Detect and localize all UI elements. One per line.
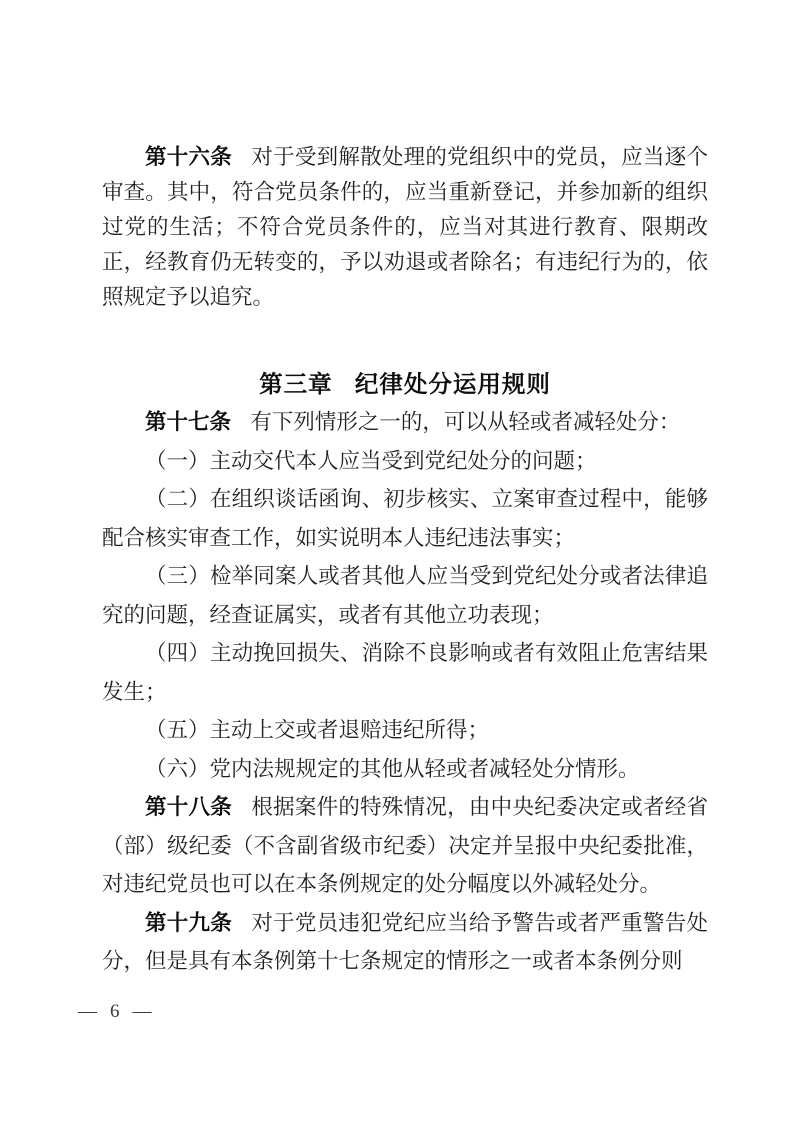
article-17-item-2: （二）在组织谈话函询、初步核实、立案审查过程中，能够配合核实审查工作，如实说明本人违纪违法事实； <box>102 487 708 550</box>
article-19-paragraph <box>102 904 708 981</box>
article-16-number: 第十六条 <box>145 145 233 169</box>
article-17-item-3: （三）检举同案人或者其他人应当受到党纪处分或者法律追究的问题，经查证属实，或者有其他立功表现； <box>102 564 708 627</box>
article-17-item-1: （一）主动交代本人应当受到党纪处分的问题； <box>145 448 597 473</box>
article-18-text: 根据案件的特殊情况，由中央纪委决定或者经省（部）级纪委（不含副省级市纪委）决定并呈报中央纪委批准，对违纪党员也可以在本条例规定的处分幅度以外减轻处分。 <box>102 795 708 896</box>
article-17-text: 有下列情形之一的，可以从轻或者减轻处分： <box>250 410 681 434</box>
footer-dash-right: — <box>132 1001 152 1022</box>
chapter-body <box>102 403 708 981</box>
article-17-item-6: （六）党内法规规定的其他从轻或者减轻处分情形。 <box>145 756 640 781</box>
page-footer <box>78 1001 152 1023</box>
footer-dash-left: — <box>78 1001 97 1022</box>
page-content <box>102 140 708 981</box>
article-16-paragraph <box>102 140 708 315</box>
chapter-title: 纪律处分运用规则 <box>354 371 551 397</box>
page-number: 6 <box>110 1001 120 1022</box>
article-17-item-4: （四）主动挽回损失、消除不良影响或者有效阻止危害结果发生； <box>102 641 708 704</box>
chapter-heading <box>102 365 708 403</box>
article-19-number: 第十九条 <box>145 910 233 935</box>
article-17-item-5: （五）主动上交或者退赔违纪所得； <box>145 718 490 742</box>
article-19-text: 对于党员违犯党纪应当给予警告或者严重警告处分，但是具有本条例第十七条规定的情形之一或者本条例分则 <box>102 910 708 973</box>
chapter-number: 第三章 <box>259 371 333 397</box>
article-18-paragraph <box>102 788 708 904</box>
article-16-text: 对于受到解散处理的党组织中的党员，应当逐个审查。其中，符合党员条件的，应当重新登记，并参加新的组织过党的生活；不符合党员条件的，应当对其进行教育、限期改正，经教育仍无转变的，予以劝退或者除名；有违纪行为的，依照规定予以追究。 <box>102 145 708 309</box>
article-18-number: 第十八条 <box>145 795 233 819</box>
article-17-number: 第十七条 <box>145 410 232 434</box>
article-17-paragraph <box>102 403 708 442</box>
